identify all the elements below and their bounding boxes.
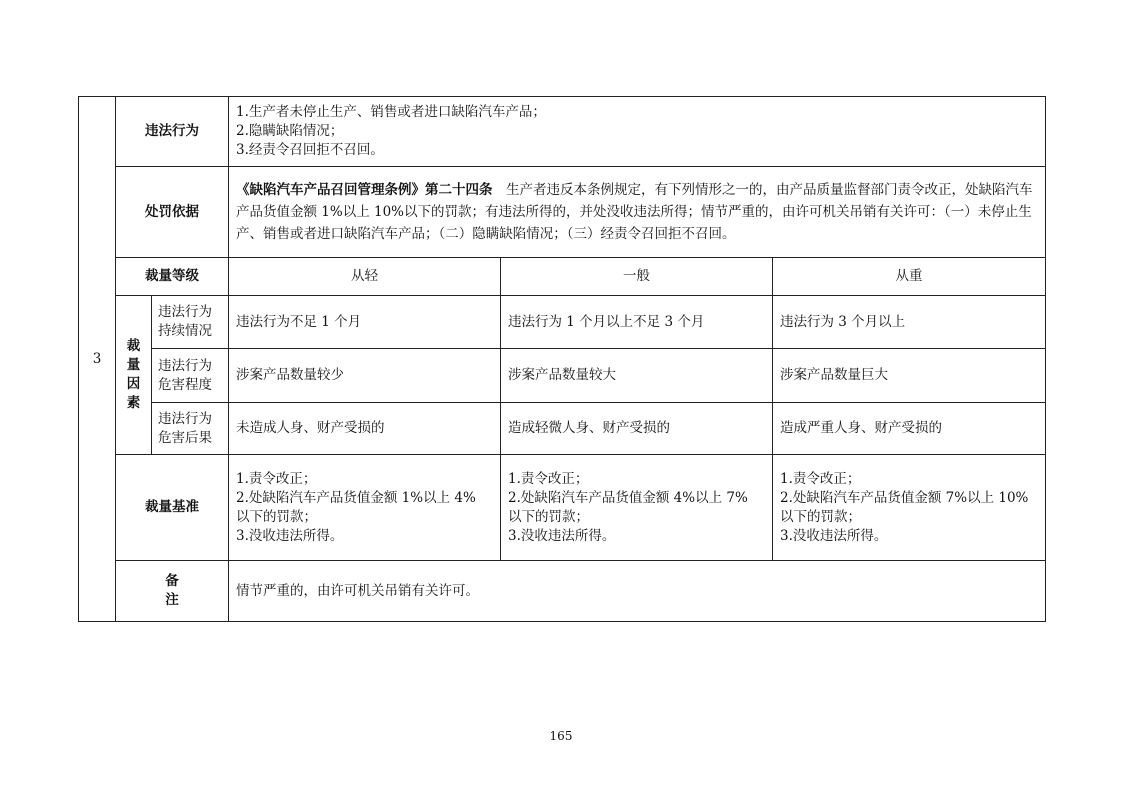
level-normal: 一般 [501, 258, 773, 296]
level-heavy: 从重 [773, 258, 1046, 296]
violation-label: 违法行为 [116, 97, 229, 167]
factor-heavy: 造成严重人身、财产受损的 [773, 403, 1046, 455]
violation-item: 2.隐瞒缺陷情况； [236, 123, 344, 139]
factor-label-line: 违法行为 [158, 304, 212, 320]
standard-line: 以下的罚款； [780, 508, 861, 525]
factor-heavy: 涉案产品数量巨大 [773, 349, 1046, 403]
standard-line: 以下的罚款； [236, 508, 317, 525]
remark-row [79, 561, 1046, 622]
standard-line: 以下的罚款； [508, 508, 589, 525]
standard-line: 2.处缺陷汽车产品货值金额 4%以上 7% [508, 489, 748, 506]
factor-row-duration [79, 296, 1046, 349]
factors-group-char: 裁 [126, 338, 141, 354]
factor-row-harm-consequence [79, 403, 1046, 455]
levels-label: 裁量等级 [116, 258, 229, 296]
factor-label [152, 296, 229, 349]
standard-line: 2.处缺陷汽车产品货值金额 7%以上 10% [780, 489, 1029, 506]
remark-text: 情节严重的，由许可机关吊销有关许可。 [229, 561, 1046, 622]
standard-heavy [773, 455, 1046, 561]
factor-light: 未造成人身、财产受损的 [229, 403, 501, 455]
standard-normal [501, 455, 773, 561]
factor-label-line: 危害程度 [158, 376, 212, 393]
basis-label: 处罚依据 [116, 167, 229, 258]
level-light: 从轻 [229, 258, 501, 296]
standard-line: 1.责令改正； [508, 470, 589, 487]
factor-light: 涉案产品数量较少 [229, 349, 501, 403]
factors-group-char: 因 [126, 376, 141, 392]
factor-normal: 造成轻微人身、财产受损的 [501, 403, 773, 455]
standard-line: 1.责令改正； [236, 470, 317, 487]
levels-row [79, 258, 1046, 296]
factor-label [152, 403, 229, 455]
basis-row [79, 167, 1046, 258]
factor-light: 违法行为不足 1 个月 [229, 296, 501, 349]
row-number: 3 [79, 97, 116, 622]
standard-line: 3.没收违法所得。 [236, 527, 344, 544]
factor-label [152, 349, 229, 403]
factors-group-char: 量 [126, 357, 141, 373]
standard-light [229, 455, 501, 561]
standard-line: 3.没收违法所得。 [780, 527, 888, 544]
factors-group-char: 素 [126, 395, 141, 411]
factor-label-line: 危害后果 [158, 429, 212, 446]
factor-heavy: 违法行为 3 个月以上 [773, 296, 1046, 349]
factor-label-line: 违法行为 [158, 357, 212, 374]
law-title: 《缺陷汽车产品召回管理条例》第二十四条 [236, 182, 493, 198]
standard-row [79, 455, 1046, 561]
standard-line: 1.责令改正； [780, 470, 861, 487]
violation-item: 3.经责令召回拒不召回。 [236, 142, 384, 158]
remark-label: 备注 [116, 561, 229, 622]
factor-label-line: 持续情况 [158, 323, 212, 339]
factor-normal: 违法行为 1 个月以上不足 3 个月 [501, 296, 773, 349]
violation-row [79, 97, 1046, 167]
violation-item: 1.生产者未停止生产、销售或者进口缺陷汽车产品； [236, 104, 546, 120]
factor-row-harm-degree [79, 349, 1046, 403]
basis-text: 生产者违反本条例规定，有下列情形之一的，由产品质量监督部门责令改正，处缺陷汽车产品货值金额 1%以上 10%以下的罚款；有违法所得的，并处没收违法所得；情节严重的，由许可机关吊销有关许可：（一）未停止生产、销售或者进口缺陷汽车产品；（二）隐瞒缺陷情况；（三）经责令召回拒不召回。 [236, 182, 1033, 242]
factor-normal: 涉案产品数量较大 [501, 349, 773, 403]
basis-content [229, 167, 1046, 258]
factor-label-line: 违法行为 [158, 410, 212, 427]
page-number: 165 [549, 729, 573, 743]
standard-line: 2.处缺陷汽车产品货值金额 1%以上 4% [236, 489, 476, 506]
penalty-discretion-table [78, 96, 1046, 622]
factors-group-label [116, 296, 152, 455]
violation-content [229, 97, 1046, 167]
standard-line: 3.没收违法所得。 [508, 527, 616, 544]
standard-label: 裁量基准 [116, 455, 229, 561]
